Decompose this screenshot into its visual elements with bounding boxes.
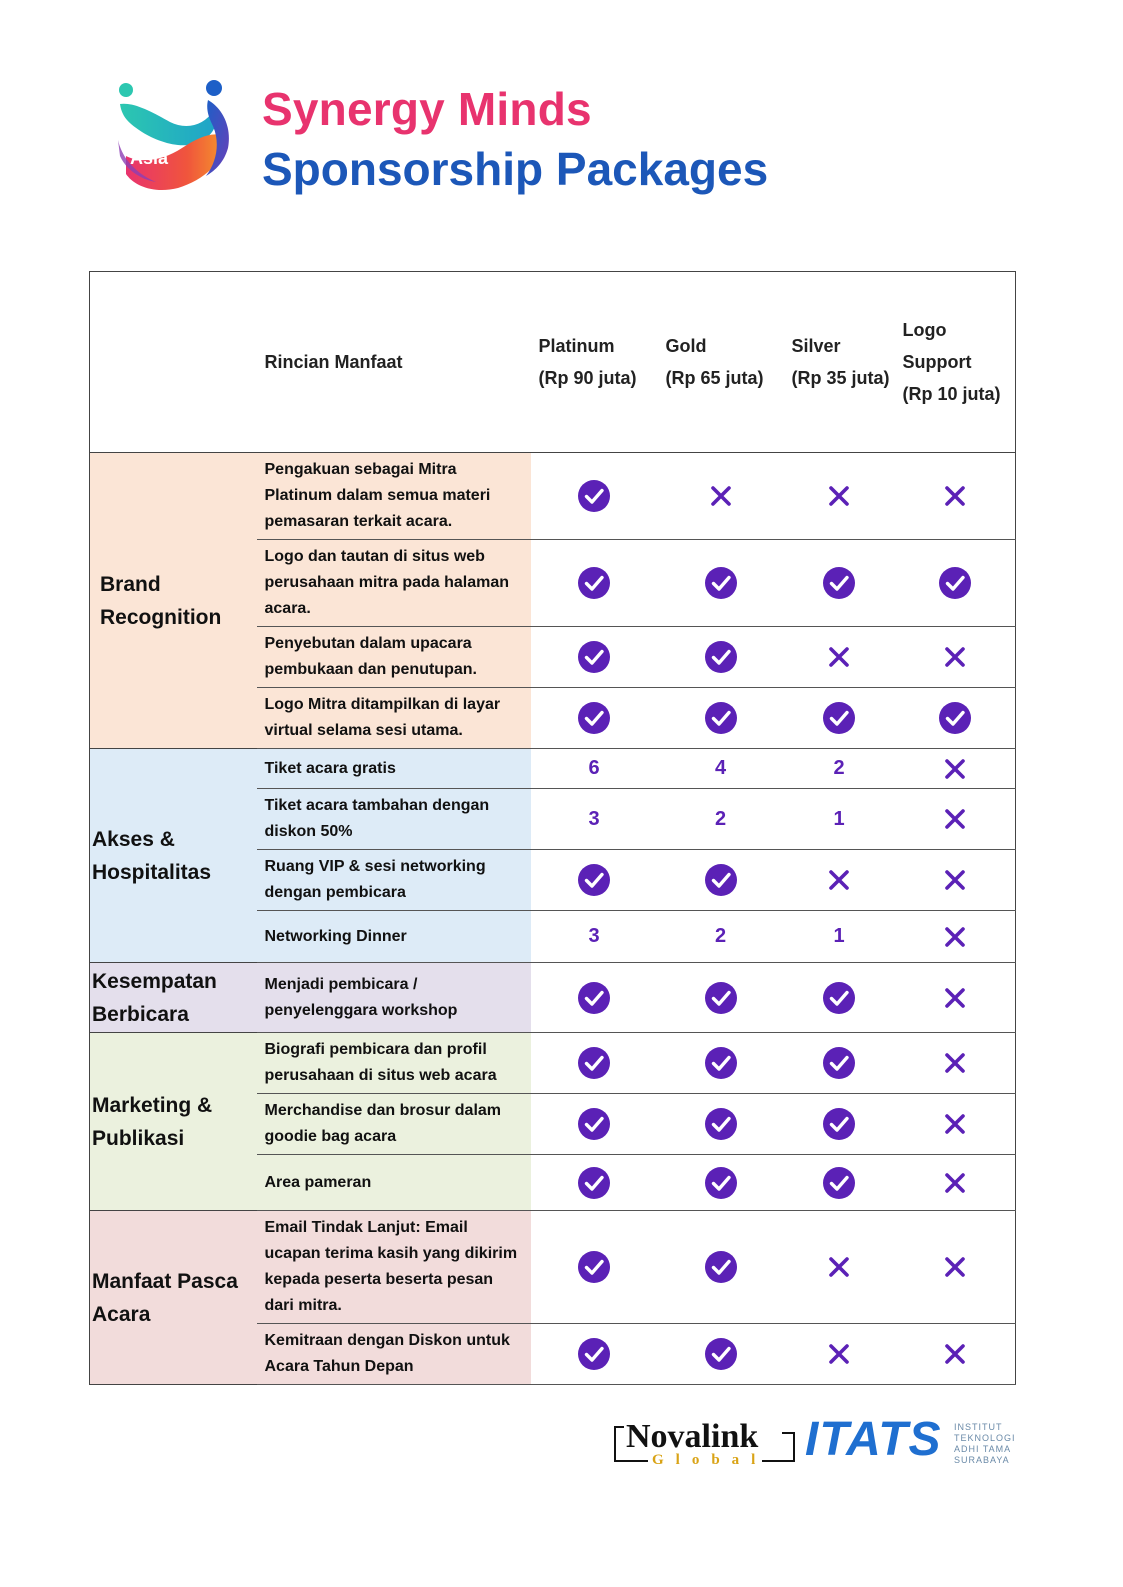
tier-platinum-header: Platinum (Rp 90 juta): [531, 272, 658, 453]
value-cell: [658, 1211, 784, 1324]
check-icon: [704, 566, 738, 600]
value-cell: [895, 963, 1016, 1033]
table-row: [90, 1033, 1016, 1094]
value-cell: [895, 1094, 1016, 1155]
value-cell: [784, 1155, 895, 1211]
header: [112, 78, 812, 208]
cross-icon: [943, 925, 967, 949]
check-icon: [704, 863, 738, 897]
category-manfaat-pasca-acara: Manfaat Pasca Acara: [90, 1211, 257, 1385]
value-cell: [531, 1211, 658, 1324]
value-cell: [658, 749, 784, 789]
cross-icon: [943, 807, 967, 831]
value-cell: [784, 963, 895, 1033]
value-cell: [895, 453, 1016, 540]
tier-silver-header: Silver (Rp 35 juta): [784, 272, 895, 453]
cross-icon: [943, 1051, 967, 1075]
value-cell: [531, 688, 658, 749]
novalink-global-logo: [612, 1418, 797, 1474]
value-cell: [784, 453, 895, 540]
check-icon: [577, 863, 611, 897]
table-row: [90, 963, 1016, 1033]
value-cell: [895, 1324, 1016, 1385]
benefit-cell: Kemitraan dengan Diskon untuk Acara Tahun Depan: [257, 1324, 531, 1385]
value-cell: [784, 1324, 895, 1385]
value-cell: [895, 749, 1016, 789]
table-row: [90, 1211, 1016, 1324]
count-value: 3: [588, 925, 600, 947]
count-value: 2: [833, 757, 845, 779]
value-cell: [784, 1033, 895, 1094]
check-icon: [577, 1337, 611, 1371]
cross-icon: [827, 1255, 851, 1279]
value-cell: [895, 688, 1016, 749]
benefit-cell: Networking Dinner: [257, 911, 531, 963]
benefit-header: Rincian Manfaat: [257, 272, 531, 453]
value-cell: [895, 850, 1016, 911]
cross-icon: [943, 868, 967, 892]
count-value: 6: [588, 757, 600, 779]
itats-text: ITATS: [805, 1413, 942, 1466]
table-row: [90, 453, 1016, 540]
check-icon: [822, 701, 856, 735]
value-cell: [895, 540, 1016, 627]
benefit-cell: Tiket acara gratis: [257, 749, 531, 789]
cross-icon: [827, 484, 851, 508]
value-cell: [531, 1324, 658, 1385]
logo-asia-text: Asia: [130, 148, 169, 168]
value-cell: [658, 627, 784, 688]
check-icon: [577, 1046, 611, 1080]
check-icon: [822, 1166, 856, 1200]
header-empty-cell: [90, 272, 257, 453]
sponsorship-table: [89, 271, 1016, 1385]
cross-icon: [943, 986, 967, 1010]
check-icon: [704, 1046, 738, 1080]
value-cell: [658, 688, 784, 749]
value-cell: [658, 540, 784, 627]
value-cell: [531, 1094, 658, 1155]
count-value: 3: [588, 807, 600, 830]
check-icon: [577, 566, 611, 600]
check-icon: [704, 1107, 738, 1141]
benefit-cell: Area pameran: [257, 1155, 531, 1211]
value-cell: [531, 1155, 658, 1211]
value-cell: [531, 850, 658, 911]
count-value: 4: [714, 757, 727, 779]
value-cell: [658, 1324, 784, 1385]
check-icon: [704, 1337, 738, 1371]
value-cell: [784, 1211, 895, 1324]
category-kesempatan-berbicara: Kesempatan Berbicara: [90, 963, 257, 1033]
value-cell: [784, 1094, 895, 1155]
value-cell: [895, 789, 1016, 850]
value-cell: [658, 1155, 784, 1211]
benefit-cell: Logo dan tautan di situs web perusahaan mitra pada halaman acara.: [257, 540, 531, 627]
cross-icon: [943, 1255, 967, 1279]
value-cell: [531, 1033, 658, 1094]
check-icon: [577, 981, 611, 1015]
check-icon: [822, 566, 856, 600]
cross-icon: [943, 484, 967, 508]
value-cell: [531, 963, 658, 1033]
title-line-2: Sponsorship Packages: [262, 143, 769, 195]
value-cell: [895, 1033, 1016, 1094]
value-cell: [784, 688, 895, 749]
value-cell: [784, 911, 895, 963]
value-cell: [895, 911, 1016, 963]
title-line-1: Synergy Minds: [262, 83, 592, 135]
check-icon: [704, 1250, 738, 1284]
itats-logo: [805, 1413, 1020, 1472]
check-icon: [704, 981, 738, 1015]
tier-gold-header: Gold (Rp 65 juta): [658, 272, 784, 453]
cross-icon: [709, 484, 733, 508]
table-row: [90, 749, 1016, 789]
check-icon: [577, 701, 611, 735]
check-icon: [822, 1107, 856, 1141]
count-value: 1: [833, 807, 845, 830]
table-header-row: [90, 272, 1016, 453]
value-cell: [658, 1033, 784, 1094]
value-cell: [531, 453, 658, 540]
check-icon: [822, 981, 856, 1015]
check-icon: [577, 1166, 611, 1200]
value-cell: [784, 850, 895, 911]
cross-icon: [827, 645, 851, 669]
check-icon: [704, 701, 738, 735]
check-icon: [577, 479, 611, 513]
value-cell: [658, 911, 784, 963]
check-icon: [577, 1107, 611, 1141]
cross-icon: [943, 1342, 967, 1366]
synergy-minds-logo: [112, 78, 240, 202]
check-icon: [938, 701, 972, 735]
count-value: 1: [833, 925, 845, 947]
benefit-cell: Pengakuan sebagai Mitra Platinum dalam semua materi pemasaran terkait acara.: [257, 453, 531, 540]
category-akses-hospitalitas: Akses & Hospitalitas: [90, 749, 257, 963]
value-cell: [784, 540, 895, 627]
benefit-cell: Ruang VIP & sesi networking dengan pembicara: [257, 850, 531, 911]
value-cell: [658, 850, 784, 911]
value-cell: [531, 749, 658, 789]
value-cell: [531, 911, 658, 963]
itats-sub-text: INSTITUT TEKNOLOGI ADHI TAMA SURABAYA: [954, 1422, 1016, 1465]
benefit-cell: Menjadi pembicara / penyelenggara workshop: [257, 963, 531, 1033]
value-cell: [658, 1094, 784, 1155]
check-icon: [704, 1166, 738, 1200]
novalink-text: Novalink: [626, 1418, 759, 1455]
check-icon: [704, 640, 738, 674]
benefit-cell: Merchandise dan brosur dalam goodie bag acara: [257, 1094, 531, 1155]
check-icon: [577, 640, 611, 674]
count-value: 2: [714, 807, 727, 830]
check-icon: [577, 1250, 611, 1284]
cross-icon: [943, 757, 967, 781]
value-cell: [658, 453, 784, 540]
value-cell: [895, 1211, 1016, 1324]
benefit-cell: Logo Mitra ditampilkan di layar virtual selama sesi utama.: [257, 688, 531, 749]
value-cell: [658, 789, 784, 850]
benefit-cell: Biografi pembicara dan profil perusahaan di situs web acara: [257, 1033, 531, 1094]
category-marketing-publikasi: Marketing & Publikasi: [90, 1033, 257, 1211]
cross-icon: [827, 868, 851, 892]
category-brand-recognition: Brand Recognition: [90, 453, 257, 749]
benefit-cell: Email Tindak Lanjut: Email ucapan terima kasih yang dikirim kepada peserta beserta pesan dari mitra.: [257, 1211, 531, 1324]
value-cell: [531, 540, 658, 627]
check-icon: [938, 566, 972, 600]
value-cell: [784, 789, 895, 850]
cross-icon: [943, 1112, 967, 1136]
value-cell: [531, 789, 658, 850]
cross-icon: [827, 1342, 851, 1366]
value-cell: [531, 627, 658, 688]
benefit-cell: Penyebutan dalam upacara pembukaan dan penutupan.: [257, 627, 531, 688]
value-cell: [895, 1155, 1016, 1211]
count-value: 2: [714, 925, 727, 947]
value-cell: [784, 627, 895, 688]
tier-logo-support-header: Logo Support (Rp 10 juta): [895, 272, 1016, 453]
check-icon: [822, 1046, 856, 1080]
value-cell: [784, 749, 895, 789]
benefit-cell: Tiket acara tambahan dengan diskon 50%: [257, 789, 531, 850]
value-cell: [658, 963, 784, 1033]
novalink-sub-text: Global: [652, 1452, 768, 1468]
cross-icon: [943, 1171, 967, 1195]
value-cell: [895, 627, 1016, 688]
cross-icon: [943, 645, 967, 669]
